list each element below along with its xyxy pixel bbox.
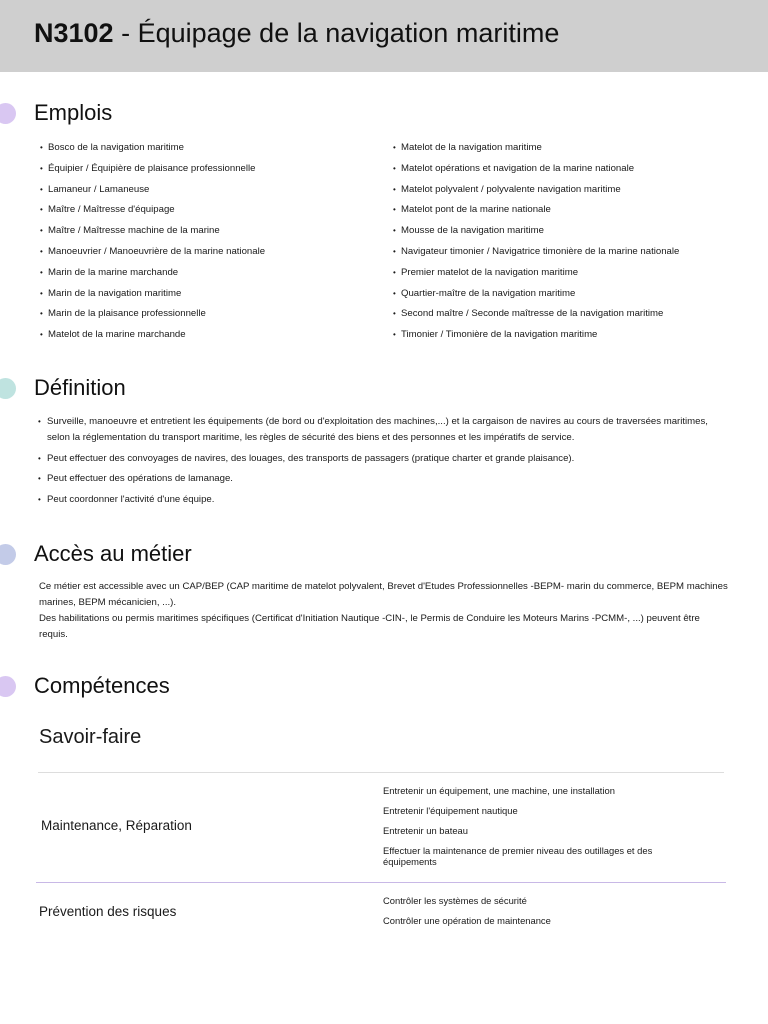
acces-paragraph: Des habilitations ou permis maritimes spécifiques (Certificat d'Initiation Nautique -CIN-, le Permis de Conduire les Moteurs Marins -PCMM-, ...) peuvent être requis. bbox=[39, 613, 700, 640]
skill-item: Effectuer la maintenance de premier niveau des outillages et des équipements bbox=[383, 845, 653, 867]
emploi-item: • Manoeuvrier / Manoeuvrière de la marine nationale bbox=[40, 242, 265, 263]
emploi-item: • Matelot pont de la marine nationale bbox=[393, 200, 679, 221]
page-title bbox=[34, 18, 559, 49]
emploi-item: • Matelot polyvalent / polyvalente navigation maritime bbox=[393, 180, 679, 201]
emploi-item: • Premier matelot de la navigation maritime bbox=[393, 263, 679, 284]
skill-group-label: Prévention des risques bbox=[39, 904, 177, 919]
definition-section-marker bbox=[0, 378, 16, 399]
emploi-item: • Maître / Maîtresse d'équipage bbox=[40, 200, 265, 221]
skill-item: Entretenir l'équipement nautique bbox=[383, 805, 518, 816]
emploi-item: • Marin de la plaisance professionnelle bbox=[40, 304, 265, 325]
rome-code: N3102 bbox=[34, 18, 114, 48]
definition-item: • Surveille, manoeuvre et entretient les équipements (de bord ou d'exploitation des machines,...) et la cargaison de navires au cours de traversées maritimes, selon la réglementation du transport maritime, les règles de sécurité des biens et des personnes et les impératifs de service. bbox=[38, 414, 728, 446]
definition-item: • Peut effectuer des opérations de lamanage. bbox=[38, 471, 728, 487]
savoir-faire-heading: Savoir-faire bbox=[39, 726, 142, 748]
emploi-item: • Matelot de la marine marchande bbox=[40, 325, 265, 346]
acces-paragraph: Ce métier est accessible avec un CAP/BEP (CAP maritime de matelot polyvalent, Brevet d'Etudes Professionnelles -BEPM- marin du commerce, BEPM machines marines, BEPM mécanicien, ...). bbox=[39, 581, 728, 608]
definition-list bbox=[38, 414, 728, 512]
emploi-item: • Navigateur timonier / Navigatrice timonière de la marine nationale bbox=[393, 242, 679, 263]
emploi-item: • Second maître / Seconde maîtresse de la navigation maritime bbox=[393, 304, 679, 325]
emploi-item: • Mousse de la navigation maritime bbox=[393, 221, 679, 242]
definition-item: • Peut coordonner l'activité d'une équipe. bbox=[38, 492, 728, 508]
emploi-item: • Matelot opérations et navigation de la marine nationale bbox=[393, 159, 679, 180]
emploi-item: • Quartier-maître de la navigation maritime bbox=[393, 284, 679, 305]
job-title: - Équipage de la navigation maritime bbox=[113, 18, 560, 48]
skill-item: Entretenir un équipement, une machine, une installation bbox=[383, 785, 615, 796]
emploi-item: • Lamaneur / Lamaneuse bbox=[40, 180, 265, 201]
acces-section-marker bbox=[0, 544, 16, 565]
definition-item: • Peut effectuer des convoyages de navires, des louages, des transports de passagers (pratique charter et grande plaisance). bbox=[38, 451, 728, 467]
skill-item: Entretenir un bateau bbox=[383, 825, 468, 836]
competences-section-marker bbox=[0, 676, 16, 697]
emploi-item: • Marin de la navigation maritime bbox=[40, 284, 265, 305]
emplois-section-marker bbox=[0, 103, 16, 124]
skill-item: Contrôler une opération de maintenance bbox=[383, 915, 551, 926]
page-header bbox=[0, 0, 768, 72]
emploi-item: • Timonier / Timonière de la navigation maritime bbox=[393, 325, 679, 346]
emplois-list-right bbox=[393, 138, 679, 346]
definition-heading: Définition bbox=[34, 375, 126, 400]
emploi-item: • Bosco de la navigation maritime bbox=[40, 138, 265, 159]
emplois-list-left bbox=[40, 138, 265, 346]
emplois-heading: Emplois bbox=[34, 100, 113, 125]
emploi-item: • Maître / Maîtresse machine de la marine bbox=[40, 221, 265, 242]
acces-heading: Accès au métier bbox=[34, 541, 192, 566]
savoir-faire-divider bbox=[38, 772, 724, 773]
emploi-item: • Marin de la marine marchande bbox=[40, 263, 265, 284]
competences-heading: Compétences bbox=[34, 673, 170, 698]
emploi-item: • Matelot de la navigation maritime bbox=[393, 138, 679, 159]
emploi-item: • Équipier / Équipière de plaisance professionnelle bbox=[40, 159, 265, 180]
skill-group-divider bbox=[36, 882, 726, 883]
skill-item: Contrôler les systèmes de sécurité bbox=[383, 895, 527, 906]
skill-group-label: Maintenance, Réparation bbox=[41, 818, 192, 833]
